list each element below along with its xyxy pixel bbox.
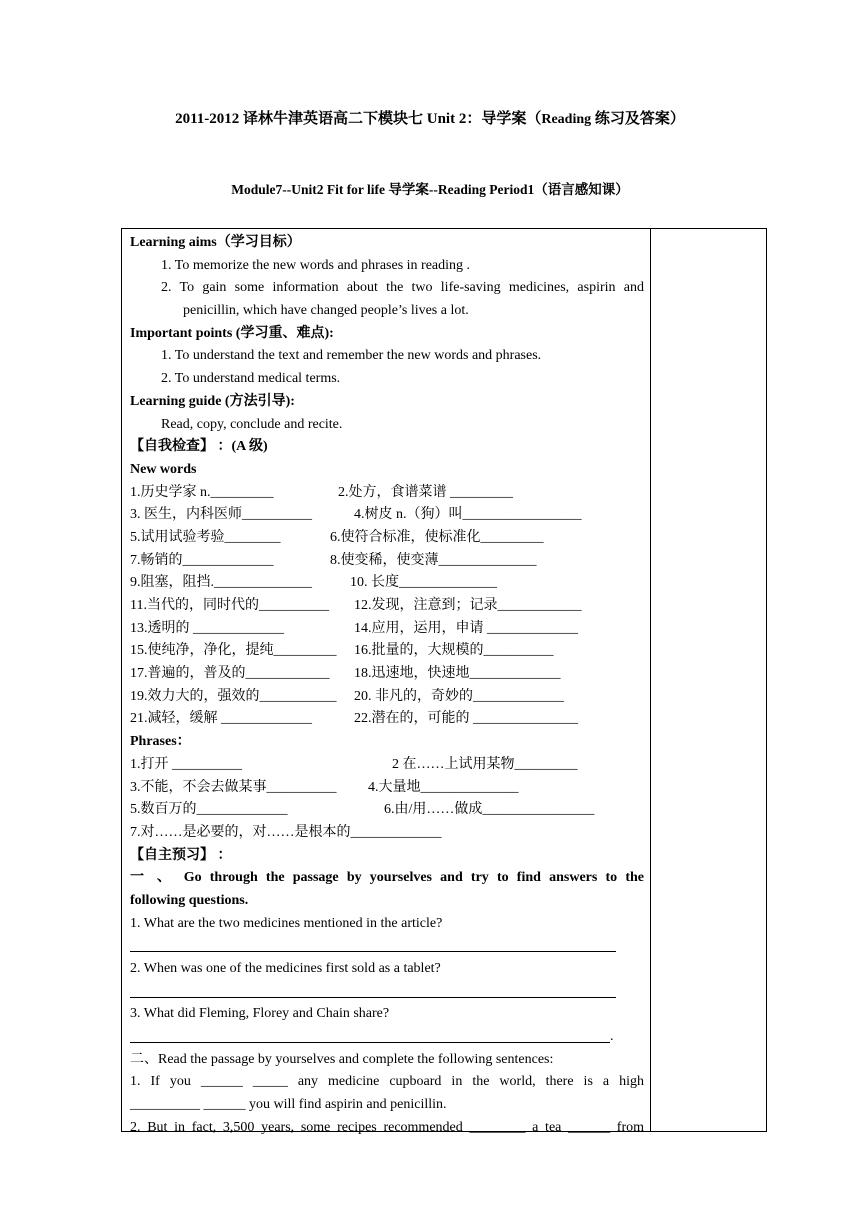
answer-line-2[interactable] <box>130 981 644 1004</box>
notes-column-divider <box>650 228 651 1132</box>
word-row <box>130 527 644 550</box>
word-item: 18.迅速地，快速地_____________ <box>354 666 561 682</box>
word-item: 8.使变稀，使变薄______________ <box>330 552 537 568</box>
word-item: 3. 医生，内科医师__________ <box>130 507 312 523</box>
word-row <box>130 482 644 505</box>
word-item: 9.阻塞，阻挡.______________ <box>130 575 312 591</box>
word-row <box>130 640 644 663</box>
question-3: 3. What did Fleming, Florey and Chain share? <box>130 1006 390 1022</box>
question-1: 1. What are the two medicines mentioned in the article? <box>130 915 443 931</box>
new-words-heading: New words <box>130 461 197 477</box>
word-item: 20. 非凡的，奇妙的_____________ <box>354 688 564 704</box>
answer-rule <box>130 1042 610 1043</box>
word-item: 4.树皮 n.（狗）叫_________________ <box>354 507 582 523</box>
word-row <box>130 663 644 686</box>
word-item: 5.试用试验考验________ <box>130 529 281 545</box>
phrase-item: 6.由/用……做成________________ <box>384 802 595 818</box>
word-item: 10. 长度______________ <box>350 575 497 591</box>
word-item: 12.发现，注意到；记录____________ <box>354 598 582 613</box>
document-title <box>0 107 860 128</box>
important-item-1: 1. To understand the text and remember the new words and phrases. <box>161 348 542 364</box>
preview-part1-a: 一 、 Go through the passage by yourselves and try to find answers to the <box>130 870 644 886</box>
guide-text: Read, copy, conclude and recite. <box>161 416 343 432</box>
word-item: 22.潜在的，可能的 _______________ <box>354 711 578 727</box>
answer-rule <box>130 951 616 952</box>
aims-item-2a: 2. To gain some information about the two life-saving medicines, aspirin and <box>161 280 644 296</box>
worksheet-content <box>130 232 644 1140</box>
word-item: 14.应用，运用，申请 _____________ <box>354 620 578 636</box>
answer-line-1[interactable] <box>130 935 644 958</box>
word-row <box>130 595 644 618</box>
document-title-reading: Reading <box>541 112 592 127</box>
word-item: 2.处方，食谱菜谱 _________ <box>338 484 513 500</box>
word-item: 6.使符合标准，使标准化_________ <box>330 529 544 545</box>
important-heading: Important points (学习重、难点): <box>130 325 334 341</box>
aims-item-2b: penicillin, which have changed people’s lives a lot. <box>183 303 469 319</box>
document-title-tail: 练习及答案） <box>591 111 685 127</box>
answer-line-3[interactable] <box>130 1026 644 1049</box>
word-item: 19.效力大的，强效的___________ <box>130 688 337 704</box>
word-row <box>130 618 644 641</box>
phrase-row <box>130 754 644 777</box>
phrase-row <box>130 777 644 800</box>
word-item: 13.透明的 _____________ <box>130 620 284 636</box>
word-row <box>130 708 644 731</box>
word-item: 16.批量的，大规模的__________ <box>354 643 554 659</box>
word-item: 21.减轻，缓解 _____________ <box>130 711 312 727</box>
phrase-item: 1.打开 __________ <box>130 756 242 772</box>
phrase-item: 3.不能，不会去做某事__________ <box>130 779 337 795</box>
preview-part1-b: following questions. <box>130 892 249 908</box>
sentence-1b: __________ ______ you will find aspirin and penicillin. <box>130 1097 447 1113</box>
sentence-1a: 1. If you ______ _____ any medicine cupboard in the world, there is a high <box>130 1074 644 1090</box>
phrase-row <box>130 822 644 845</box>
phrase-item: 2 在……上试用某物_________ <box>392 756 578 772</box>
phrase-row <box>130 799 644 822</box>
answer-rule <box>130 997 616 998</box>
word-item: 7.畅销的_____________ <box>130 552 274 568</box>
word-item: 17.普遍的，普及的____________ <box>130 666 330 682</box>
preview-part2: 二、Read the passage by yourselves and complete the following sentences: <box>130 1051 554 1067</box>
document-subtitle: Module7--Unit2 Fit for life 导学案--Reading Period1（语言感知课） <box>231 182 629 197</box>
word-item: 1.历史学家 n._________ <box>130 484 274 500</box>
document-title-main: 2011-2012 译林牛津英语高二下模块七 Unit 2：导学案（ <box>175 111 542 127</box>
aims-heading: Learning aims（学习目标） <box>130 235 301 250</box>
phrase-item: 7.对……是必要的，对……是根本的_____________ <box>130 824 442 840</box>
word-row <box>130 572 644 595</box>
self-check-heading: 【自我检查】 ：(A 级) <box>130 439 268 455</box>
phrase-item: 5.数百万的_____________ <box>130 802 288 818</box>
word-row <box>130 550 644 573</box>
word-item: 11.当代的，同时代的__________ <box>130 598 329 613</box>
answer-end-mark: . <box>610 1029 614 1045</box>
guide-heading: Learning guide (方法引导): <box>130 393 295 409</box>
question-2: 2. When was one of the medicines first sold as a tablet? <box>130 961 441 976</box>
phrase-item: 4.大量地______________ <box>368 779 519 795</box>
word-row <box>130 686 644 709</box>
preview-heading: 【自主预习】 ： <box>130 847 232 863</box>
important-item-2: 2. To understand medical terms. <box>161 371 341 387</box>
word-item: 15.使纯净，净化，提纯_________ <box>130 643 337 659</box>
phrases-heading: Phrases： <box>130 734 191 750</box>
sentence-2a: 2. But in fact, 3,500 years, some recipes recommended ________ a tea ______ from <box>130 1119 644 1135</box>
aims-item-1: 1. To memorize the new words and phrases in reading . <box>161 257 471 273</box>
word-row <box>130 504 644 527</box>
